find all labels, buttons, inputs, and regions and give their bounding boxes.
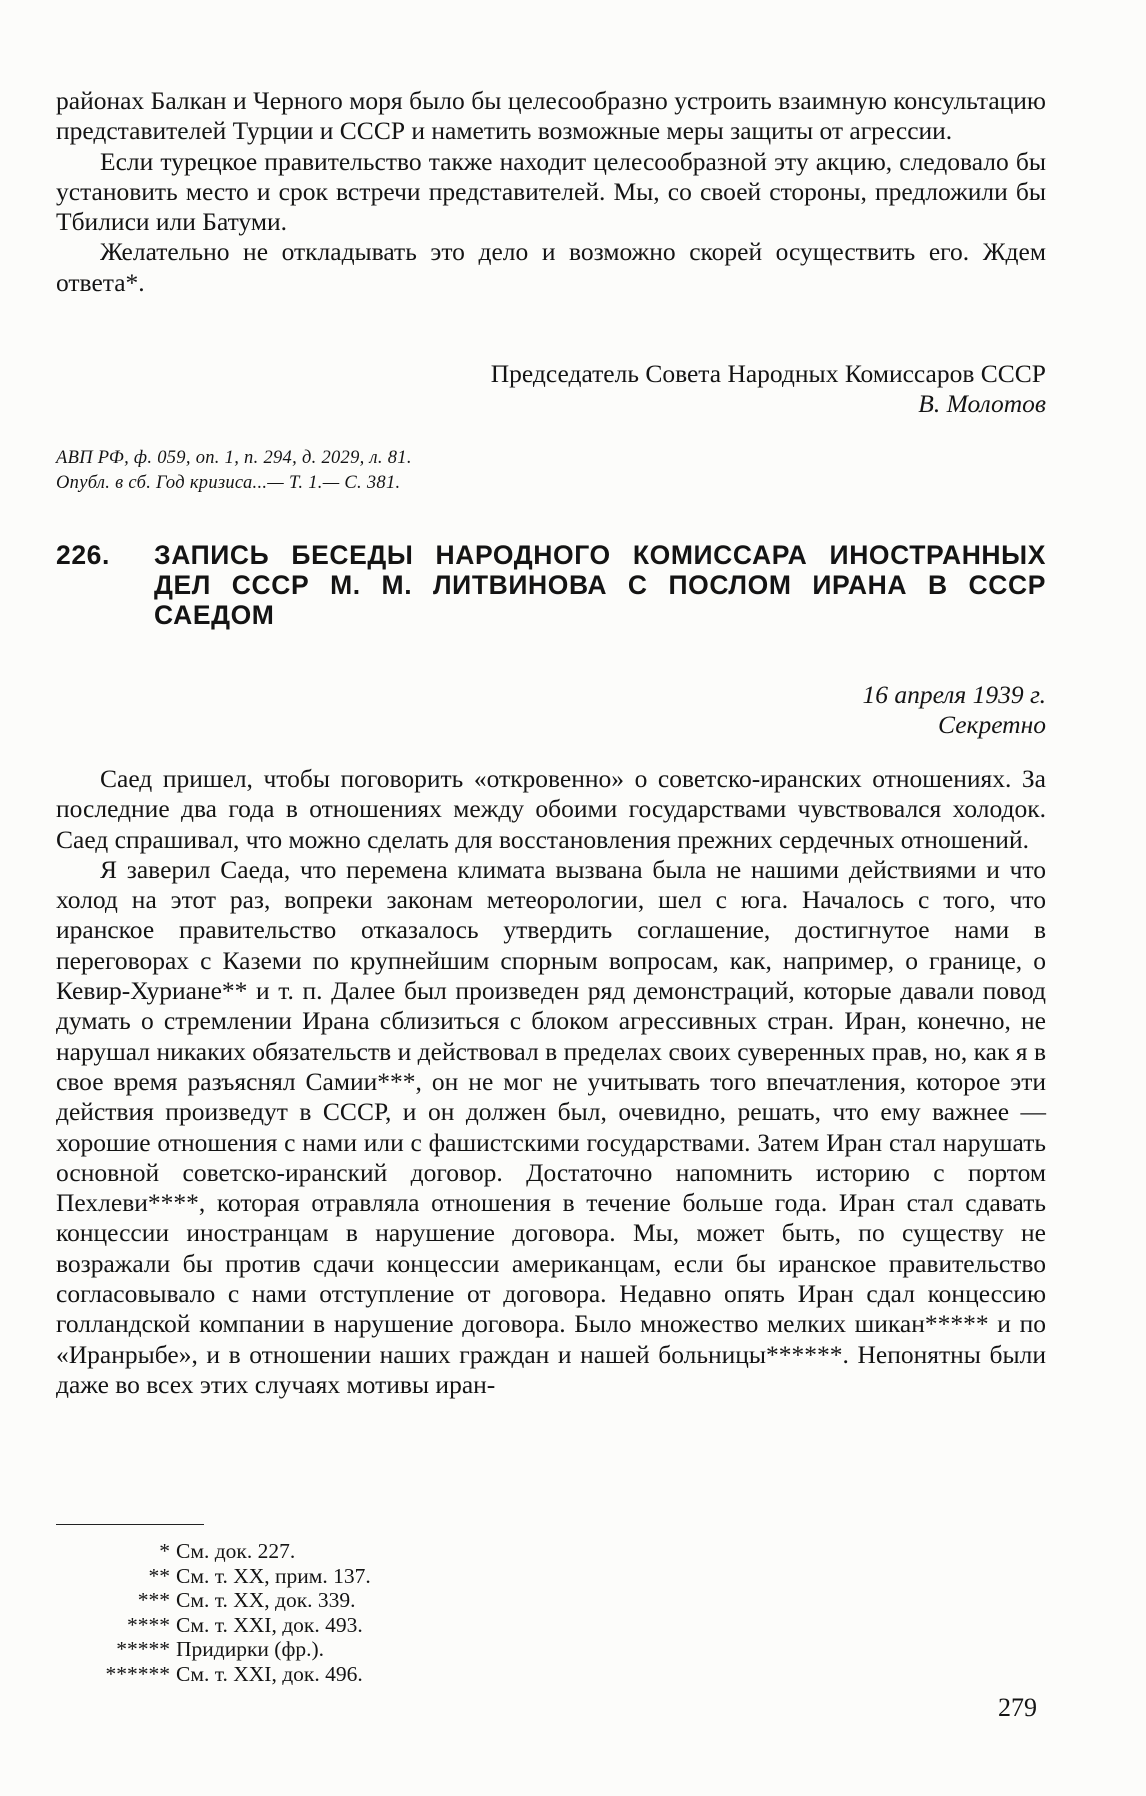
footnote-mark: ****** — [105, 1661, 170, 1686]
footnote-text: См. т. XXI, док. 496. — [176, 1661, 363, 1686]
document-meta — [56, 680, 1046, 740]
footnote-mark: ***** — [116, 1637, 170, 1661]
footnote — [56, 1662, 1046, 1687]
source-line: Опубл. в сб. Год кризиса...— Т. 1.— С. 381. — [56, 473, 401, 493]
document-title: ЗАПИСЬ БЕСЕДЫ НАРОДНОГО КОМИССАРА ИНОСТРАННЫХ ДЕЛ СССР М. М. ЛИТВИНОВА С ПОСЛОМ ИРАНА В СССР САЕДОМ — [154, 540, 1046, 630]
footnote-mark: *** — [137, 1588, 170, 1612]
paragraph: районах Балкан и Черного моря было бы целесообразно устроить взаимную консультацию представителей Турции и СССР и наметить возможные меры защиты от агрессии. — [56, 86, 1046, 146]
secrecy-mark: Секретно — [938, 710, 1046, 739]
footnote-text: См. т. XX, док. 339. — [176, 1588, 356, 1612]
footnote-text: Придирки (фр.). — [176, 1637, 325, 1661]
footnote — [56, 1564, 1046, 1589]
signatory-name: В. Молотов — [918, 389, 1046, 419]
footnotes — [56, 1539, 1046, 1686]
footnote-mark: * — [159, 1539, 170, 1563]
paragraph: Саед пришел, чтобы поговорить «откровенно» о советско-иранских отношениях. За последние два года в отношениях между обоими государствами чувствовался холодок. Саед спрашивал, что можно сделать для восстановления прежних сердечных отношений. — [56, 764, 1046, 854]
footnote-mark: ** — [148, 1563, 170, 1588]
document-heading — [56, 540, 1046, 630]
main-text — [56, 764, 1046, 1400]
signatory-position: Председатель Совета Народных Комиссаров СССР — [490, 359, 1046, 388]
paragraph: Я заверил Саеда, что перемена климата вызвана была не нашими действиями и что холод на этот раз, вопреки законам метеорологии, шел с юга. Началось с того, что иранское правительство отказалось утвердить соглашение, достигнутое нами в переговорах с Каземи по крупнейшим спорным вопросам, как, например, о границе, о Кевир-Хуриане** и т. п. Далее был произведен ряд демонстраций, которые давали повод думать о стремлении Ирана сблизиться с блоком агрессивных стран. Иран, конечно, не нарушал никаких обязательств и действовал в пределах своих суверенных прав, но, как я в свое время разъяснял Самии***, он не мог не учитывать того впечатления, которое эти действия произведут в СССР, и он должен был, очевидно, решать, что ему важнее — хорошие отношения с нами или с фашистскими государствами. Затем Иран стал нарушать основной советско-иранский договор. Достаточно напомнить историю с портом Пехлеви****, которая отравляла отношения в течение больше года. Иран стал сдавать концессии иностранцам в нарушение договора. Мы, может быть, по существу не возражали бы против сдачи концессии американцам, если бы иранское правительство согласовывало с нами отступление от договора. Недавно опять Иран сдал концессию голландской компании в нарушение договора. Было множество мелких шикан***** и по «Иранрыбе», и в отношении наших граждан и нашей больницы******. Непонятны были даже во всех этих случаях мотивы иран- — [56, 854, 1046, 1399]
footnote — [56, 1539, 1046, 1564]
footnote-text: См. т. XXI, док. 493. — [176, 1612, 363, 1637]
footnote — [56, 1637, 1046, 1662]
archival-source — [56, 446, 1046, 496]
footnote — [56, 1613, 1046, 1638]
paragraph: Желательно не откладывать это дело и возможно скорей осуществить его. Ждем ответа*. — [56, 237, 1046, 297]
signature-block — [56, 359, 1046, 420]
document-number: 226. — [56, 540, 110, 570]
footnote — [56, 1588, 1046, 1613]
footnote-mark: **** — [127, 1612, 170, 1637]
footnote-divider — [56, 1524, 204, 1525]
document-date: 16 апреля 1939 г. — [862, 680, 1046, 709]
footnote-text: См. док. 227. — [176, 1539, 296, 1563]
footnote-text: См. т. XX, прим. 137. — [176, 1563, 371, 1588]
page-number: 279 — [998, 1693, 1037, 1722]
opening-text — [56, 86, 1046, 298]
source-line: АВП РФ, ф. 059, оп. 1, п. 294, д. 2029, л. 81. — [56, 448, 412, 468]
paragraph: Если турецкое правительство также находит целесообразной эту акцию, следовало бы установить место и срок встречи представителей. Мы, со своей стороны, предложили бы Тбилиси или Батуми. — [56, 146, 1046, 237]
